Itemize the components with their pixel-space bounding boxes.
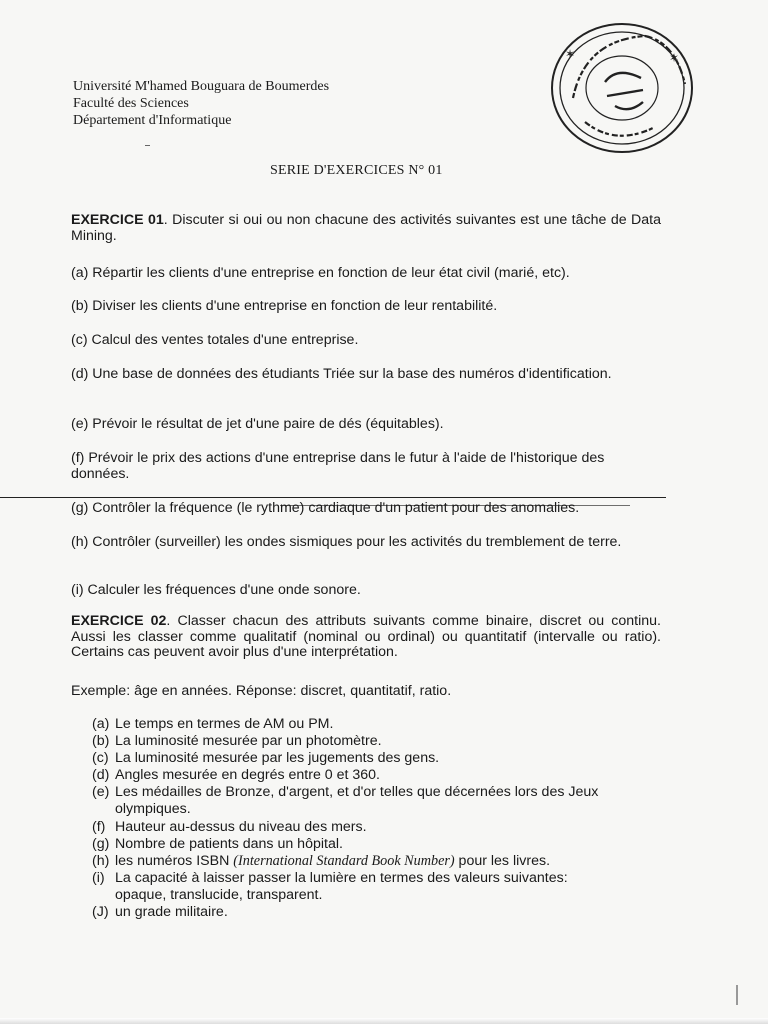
list-item — [92, 870, 662, 887]
item-label: (c) — [92, 750, 109, 767]
exercise1-item-a: (a) Répartir les clients d'une entreprise en fonction de leur état civil (marié, etc). — [71, 265, 570, 281]
item-label: (i) — [92, 869, 105, 886]
item-label: (e) — [92, 784, 110, 801]
scan-line — [0, 497, 666, 498]
item-text: un grade militaire. — [115, 904, 228, 921]
list-item — [92, 836, 662, 853]
exercise1-item-c: (c) Calcul des ventes totales d'une entreprise. — [71, 332, 359, 348]
item-label: (J) — [92, 904, 109, 921]
item-label: (h) — [92, 852, 110, 869]
list-item — [92, 767, 662, 784]
page-edge — [0, 1018, 768, 1024]
svg-text:✶: ✶ — [669, 51, 680, 65]
list-item — [92, 716, 662, 733]
exercise2-items — [92, 716, 662, 921]
item-text: Le temps en termes de AM ou PM. — [115, 716, 334, 732]
exercise1-intro — [71, 213, 661, 244]
item-label: (f) — [92, 818, 106, 835]
item-label: (b) — [92, 733, 110, 750]
faculty-name: Faculté des Sciences — [73, 96, 189, 111]
item-text: Nombre de patients dans un hôpital. — [115, 835, 343, 852]
item-text: La capacité à laisser passer la lumière en termes des valeurs suivantes: — [115, 869, 568, 886]
series-title: SERIE D'EXERCICES N° 01 — [270, 163, 443, 178]
list-item — [92, 853, 662, 870]
list-item — [92, 733, 662, 750]
scan-mark — [736, 985, 738, 1005]
isbn-prefix: les numéros ISBN — [115, 852, 234, 869]
university-name: Université M'hamed Bouguara de Boumerdes — [73, 79, 330, 94]
exercise1-label: EXERCICE 01 — [71, 212, 164, 228]
list-item — [92, 750, 662, 767]
list-item — [92, 904, 662, 921]
scan-speck — [145, 145, 150, 146]
exercise1-item-e: (e) Prévoir le résultat de jet d'une paire de dés (équitables). — [71, 416, 444, 432]
item-continuation: opaque, translucide, transparent. — [115, 886, 323, 903]
exercise2-example: Exemple: âge en années. Réponse: discret, quantitatif, ratio. — [71, 683, 452, 699]
item-text — [115, 853, 662, 870]
isbn-expansion: (International Standard Book Number) — [233, 852, 455, 869]
department-name: Département d'Informatique — [73, 113, 232, 128]
item-text: La luminosité mesurée par les jugements des gens. — [115, 750, 440, 767]
item-label: (g) — [92, 835, 110, 852]
exercise2-text: . Classer chacun des attributs suivants comme binaire, discret ou continu. Aussi les classer comme qualitatif (nominal ou ordinal) ou quantitatif (intervalle ou ratio). Certains cas peuvent avoir plus d'une interprétation. — [71, 613, 661, 660]
exercise1-item-i: (i) Calculer les fréquences d'une onde sonore. — [71, 582, 361, 598]
item-label: (a) — [92, 716, 110, 732]
list-item — [92, 819, 662, 836]
item-text: Angles mesurée en degrés entre 0 et 360. — [115, 767, 381, 784]
exercise1-item-b: (b) Diviser les clients d'une entreprise en fonction de leur rentabilité. — [71, 298, 498, 314]
item-text: La luminosité mesurée par un photomètre. — [115, 733, 382, 750]
list-item — [92, 784, 662, 801]
exercise1-item-f: (f) Prévoir le prix des actions d'une entreprise dans le futur à l'aide de l'historique des données. — [71, 450, 605, 482]
item-text: Hauteur au-dessus du niveau des mers. — [115, 818, 367, 835]
svg-text:✶: ✶ — [565, 47, 576, 61]
exercise1-text: . Discuter si oui ou non chacune des activités suivantes est une tâche de Data Mining. — [71, 212, 661, 244]
item-continuation: olympiques. — [115, 801, 191, 818]
isbn-suffix: pour les livres. — [454, 852, 551, 869]
item-label: (d) — [92, 767, 110, 784]
institution-header — [73, 78, 329, 129]
item-text: Les médailles de Bronze, d'argent, et d'or telles que décernées lors des Jeux — [115, 784, 599, 801]
exercise1-item-g: (g) Contrôler la fréquence (le rythme) cardiaque d'un patient pour des anomalies. — [71, 500, 580, 516]
exercise1-item-d: (d) Une base de données des étudiants Triée sur la base des numéros d'identification. — [71, 366, 612, 382]
exercise2-label: EXERCICE 02 — [71, 613, 167, 629]
exercise2-intro — [71, 614, 661, 661]
university-seal-icon — [545, 18, 695, 158]
exercise1-item-h: (h) Contrôler (surveiller) les ondes sismiques pour les activités du tremblement de terre. — [71, 534, 622, 550]
